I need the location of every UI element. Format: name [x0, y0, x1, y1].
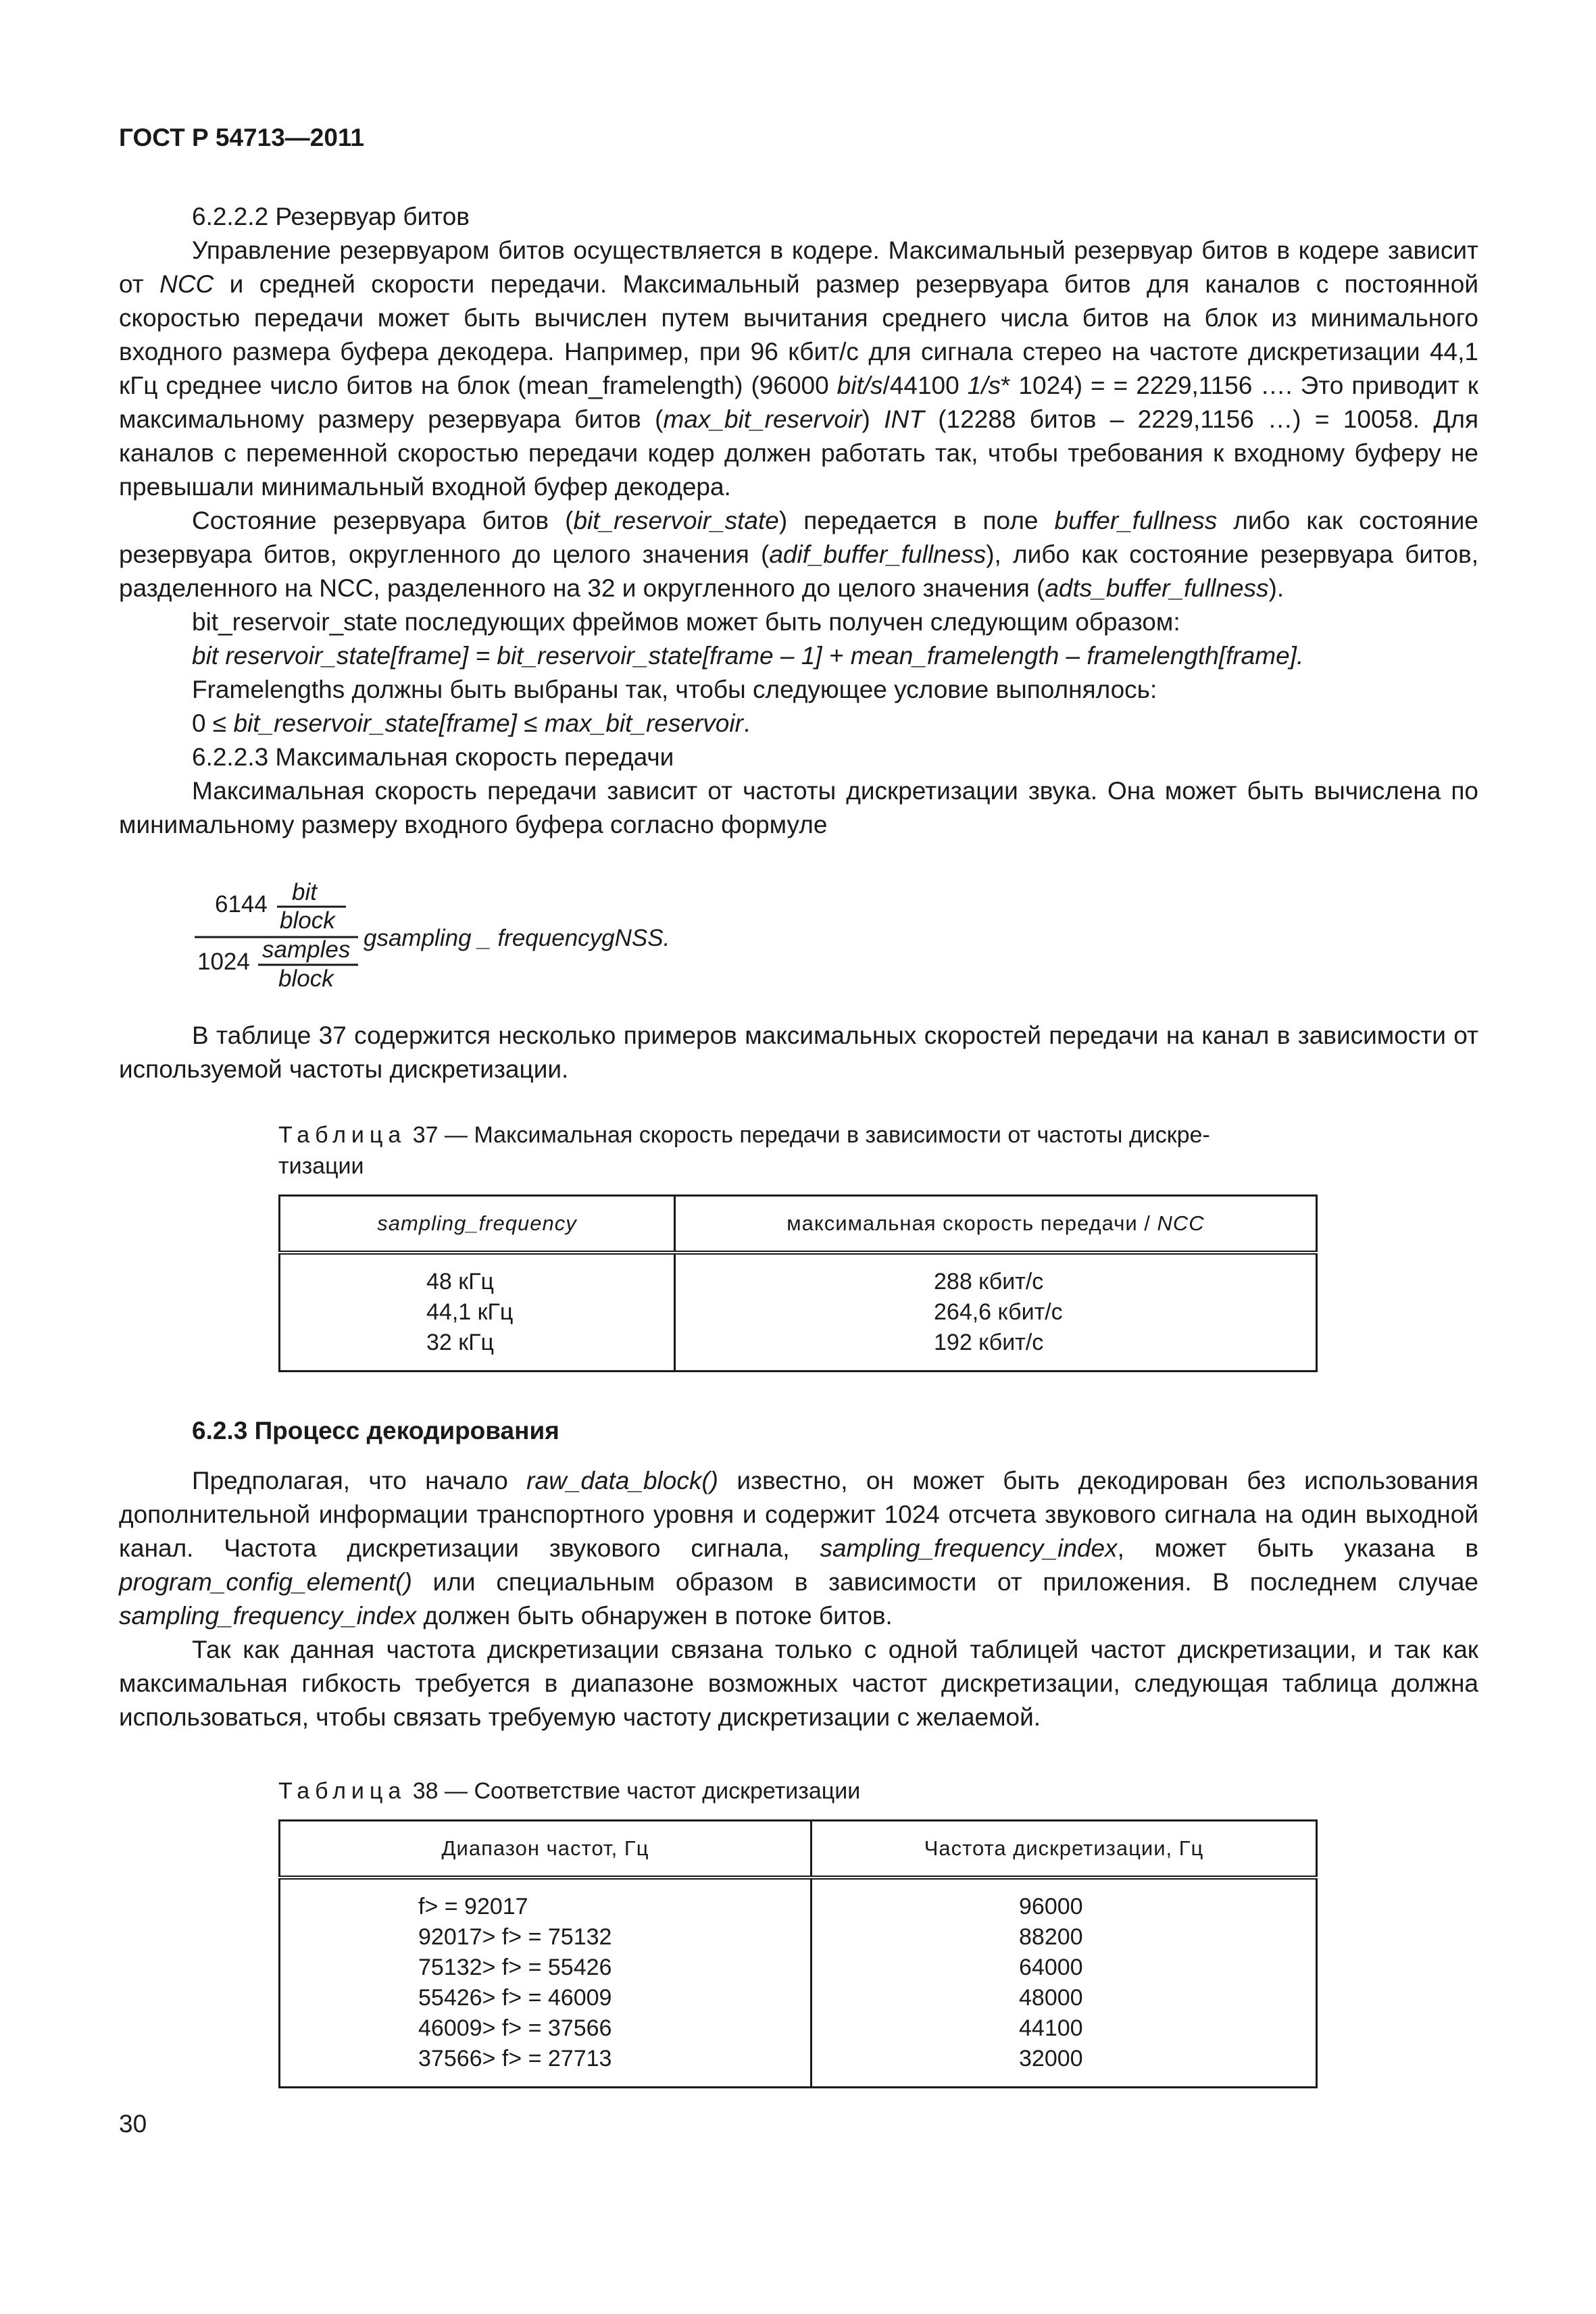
section-heading-6222: 6.2.2.2 Резервуар битов: [192, 203, 470, 230]
section-heading-6223: 6.2.2.3 Максимальная скорость передачи: [192, 743, 674, 771]
paragraph-framelengths: Framelengths должны быть выбраны так, чтобы следующее условие выполнялось:: [192, 676, 1157, 703]
formula-block2: block: [278, 965, 334, 992]
text-block-2: [119, 1019, 1478, 1086]
table38-rate-cell: 96000 88200 64000 48000 44100 32000: [812, 1878, 1317, 2088]
table-37: [278, 1194, 1318, 1372]
formula-tail: gsampling _ frequencygNSS.: [364, 925, 670, 951]
paragraph-max-rate: Максимальная скорость передачи зависит от частоты дискретизации звука. Она может быть вычислена по минимальному размеру входного буфера согласно формуле: [119, 777, 1478, 838]
paragraph-decoding: Предполагая, что начало raw_data_block() известно, он может быть декодирован без использования дополнительной информации транспортного уровня и содержит 1024 отсчета звукового сигнала на один выходной канал. Частота дискретизации звукового сигнала, sampling_frequency_index, может быть указана в program_config_element() или специальным образом в зависимости от приложения. В последнем случае sampling_frequency_index должен быть обнаружен в потоке битов.: [119, 1467, 1478, 1630]
document-header: ГОСТ Р 54713—2011: [119, 124, 365, 151]
table37-caption: Таблица 37 — Максимальная скорость передачи в зависимости от частоты дискре- тизации: [278, 1122, 1210, 1179]
table37-rate-cell: 288 кбит/с 264,6 кбит/с 192 кбит/с: [675, 1253, 1317, 1372]
paragraph-table38-intro: Так как данная частота дискретизации связана только с одной таблицей частот дискретизации, и так как максимальная гибкость требуется в диапазоне возможных частот дискретизации, следующая таблица должна использоваться, чтобы связать требуемую частоту дискретизации с желаемой.: [119, 1636, 1478, 1731]
formula-block: block: [280, 907, 335, 934]
paragraph-bit-reservoir: Управление резервуаром битов осуществляется в кодере. Максимальный резервуар битов в кодере зависит от NCC и средней скорости передачи. Максимальный размер резервуара битов для каналов с постоянной скоростью передачи может быть вычислен путем вычитания среднего числа битов на блок из минимального входного размера буфера декодера. Например, при 96 кбит/с для сигнала стерео на частоте дискретизации 44,1 кГц среднее число битов на блок (mean_framelength) (96000 bit/s/44100 1/s* 1024) = = 2229,1156 …. Это приводит к максимальному размеру резервуара битов (max_bit_reservoir) INT (12288 битов – 2229,1156 …) = 10058. Для каналов с переменной скоростью передачи кодер должен работать так, чтобы требования к входному буферу не превышали минимальный входной буфер декодера.: [119, 236, 1479, 501]
paragraph-table37-intro: В таблице 37 содержится несколько примеров максимальных скоростей передачи на канал в зависимости от используемой частоты дискретизации.: [119, 1022, 1478, 1083]
text-block-1: [119, 200, 1478, 842]
formula-condition: 0 ≤ bit_reservoir_state[frame] ≤ max_bit_reservoir.: [192, 709, 751, 737]
table37-header-col2: максимальная скорость передачи / NCC: [675, 1196, 1317, 1253]
section-heading-623: 6.2.3 Процесс декодирования: [192, 1417, 559, 1444]
formula-reservoir-state: bit reservoir_state[frame] = bit_reservoir_state[frame – 1] + mean_framelength – framelength[frame].: [192, 642, 1304, 670]
table37-header-col1: sampling_frequency: [280, 1196, 675, 1253]
formula-1024: 1024: [197, 949, 250, 975]
formula-samples: samples: [262, 936, 351, 963]
table-row: [280, 1878, 1317, 2088]
table38-range-cell: f> = 92017 92017> f> = 75132 75132> f> = 55426 55426> f> = 46009 46009> f> = 37566 37566> f> = 27713: [280, 1878, 812, 2088]
page-number: 30: [119, 2110, 147, 2138]
paragraph-next-frames: bit_reservoir_state последующих фреймов может быть получен следующим образом:: [192, 608, 1180, 636]
formula-6144: 6144: [215, 891, 268, 917]
table38-header-col2: Частота дискретизации, Гц: [812, 1821, 1317, 1878]
max-rate-formula: [191, 878, 799, 1003]
table37-freq-cell: 48 кГц 44,1 кГц 32 кГц: [280, 1253, 675, 1372]
table-38: [278, 1819, 1318, 2088]
text-block-3: [119, 1414, 1478, 1734]
table38-header-col1: Диапазон частот, Гц: [280, 1821, 812, 1878]
paragraph-reservoir-state: Состояние резервуара битов (bit_reservoir_state) передается в поле buffer_fullness либо как состояние резервуара битов, округленного до целого значения (adif_buffer_fullness), либо как состояние резервуара битов, разделенного на NCC, разделенного на 32 и округленного до целого значения (adts_buffer_fullness).: [119, 507, 1478, 602]
formula-bit: bit: [292, 879, 317, 905]
table38-caption: Таблица 38 — Соответствие частот дискретизации: [278, 1778, 861, 1804]
table-row: [280, 1253, 1317, 1372]
